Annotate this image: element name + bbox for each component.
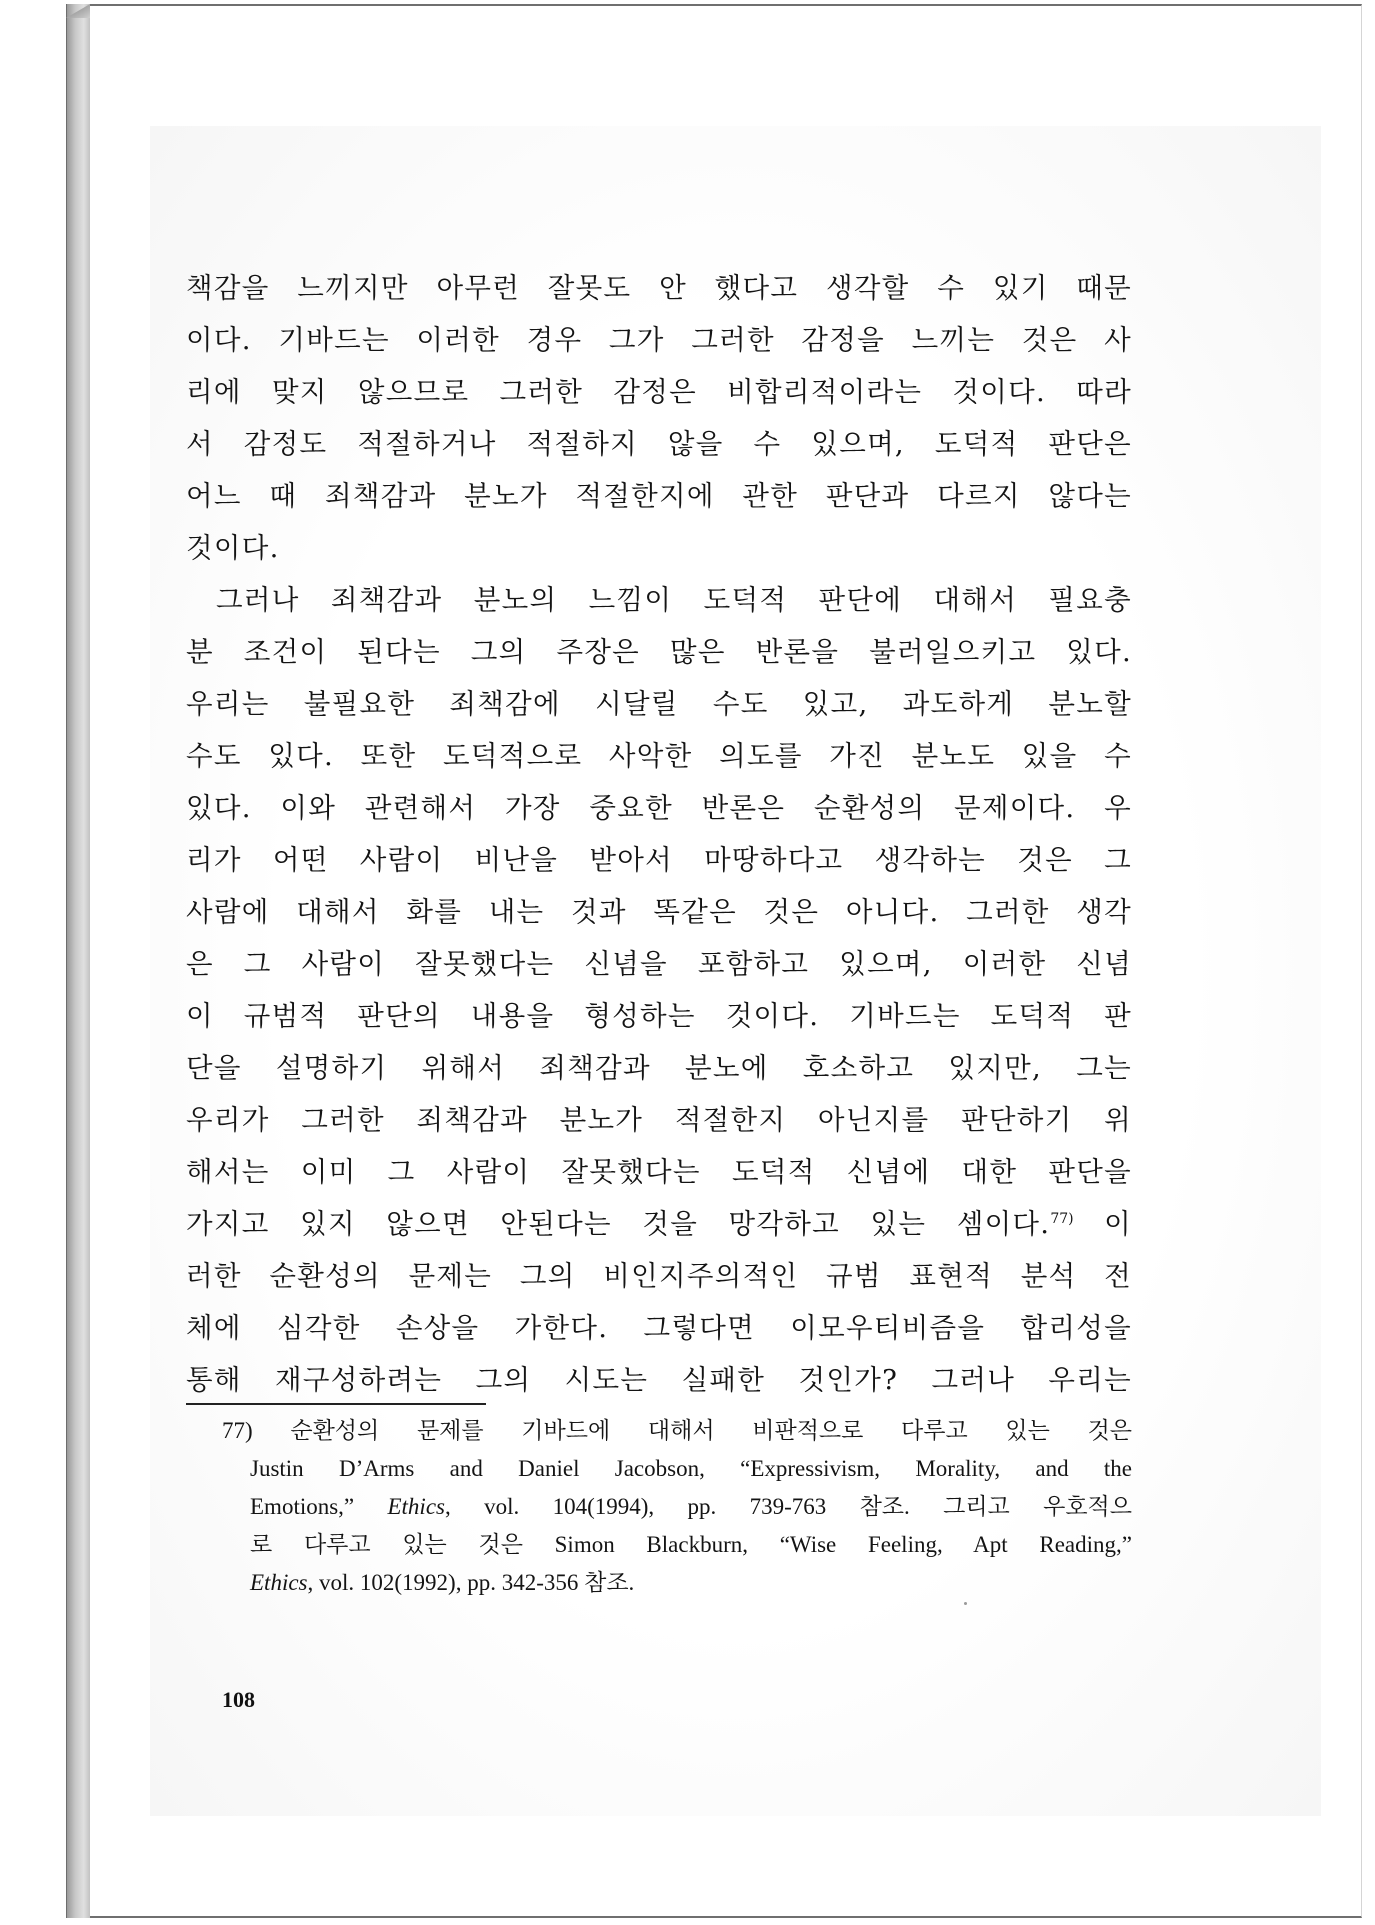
text-line: 수도 있다. 또한 도덕적으로 사악한 의도를 가진 분노도 있을 수 [186, 740, 1132, 772]
text-line-with-footnote-ref [186, 1198, 1132, 1250]
text-line: 그러나 죄책감과 분노의 느낌이 도덕적 판단에 대해서 필요충 [216, 584, 1132, 616]
footnote-text: , vol. 102(1992), pp. 342-356 참조. [307, 1570, 635, 1595]
text-line: 책감을 느끼지만 아무런 잘못도 안 했다고 생각할 수 있기 때문 [186, 272, 1132, 304]
paragraph-2 [186, 574, 1132, 1406]
book-spine-edge [66, 4, 91, 1918]
text-line: 우리가 그러한 죄책감과 분노가 적절한지 아닌지를 판단하기 위 [186, 1104, 1132, 1136]
text-line: 이다. 기바드는 이러한 경우 그가 그러한 감정을 느끼는 것은 사 [186, 324, 1132, 356]
footnote-line [186, 1564, 1132, 1602]
text-segment: 가지고 있지 않으면 안된다는 것을 망각하고 있는 셈이다. [186, 1208, 1051, 1240]
page-number: 108 [222, 1687, 255, 1712]
footnote-text: Emotions,” [250, 1494, 388, 1519]
body-text [186, 262, 1132, 1406]
footnote-line: Justin D’Arms and Daniel Jacobson, “Expressivism, Morality, and the [250, 1456, 1132, 1481]
text-line: 러한 순환성의 문제는 그의 비인지주의적인 규범 표현적 분석 전 [186, 1260, 1132, 1292]
footnote-line [186, 1488, 1132, 1526]
footnote-reference[interactable]: 77) [1050, 1210, 1074, 1227]
text-line: 이 규범적 판단의 내용을 형성하는 것이다. 기바드는 도덕적 판 [186, 1000, 1132, 1032]
text-segment: 이 [1073, 1208, 1132, 1240]
scan-speck [964, 1602, 967, 1605]
text-line: 서 감정도 적절하거나 적절하지 않을 수 있으며, 도덕적 판단은 [186, 428, 1132, 460]
footnote-line: 77) 순환성의 문제를 기바드에 대해서 비판적으로 다루고 있는 것은 [222, 1418, 1132, 1443]
text-line: 어느 때 죄책감과 분노가 적절한지에 관한 판단과 다르지 않다는 [186, 480, 1132, 512]
text-line: 것이다. [186, 532, 280, 564]
paragraph-1 [186, 262, 1132, 574]
footnote-77 [186, 1412, 1132, 1602]
footnote-line: 로 다루고 있는 것은 Simon Blackburn, “Wise Feeling, Apt Reading,” [250, 1532, 1132, 1557]
text-line: 리가 어떤 사람이 비난을 받아서 마땅하다고 생각하는 것은 그 [186, 844, 1132, 876]
text-line: 통해 재구성하려는 그의 시도는 실패한 것인가? 그러나 우리는 [186, 1364, 1132, 1396]
text-line: 우리는 불필요한 죄책감에 시달릴 수도 있고, 과도하게 분노할 [186, 688, 1132, 720]
text-line: 해서는 이미 그 사람이 잘못했다는 도덕적 신념에 대한 판단을 [186, 1156, 1132, 1188]
text-line: 체에 심각한 손상을 가한다. 그렇다면 이모우티비즘을 합리성을 [186, 1312, 1132, 1344]
journal-title: Ethics [387, 1494, 445, 1519]
journal-title: Ethics [250, 1570, 308, 1595]
text-line: 있다. 이와 관련해서 가장 중요한 반론은 순환성의 문제이다. 우 [186, 792, 1132, 824]
text-line: 사람에 대해서 화를 내는 것과 똑같은 것은 아니다. 그러한 생각 [186, 896, 1132, 928]
footnote-divider [186, 1403, 486, 1405]
text-line: 분 조건이 된다는 그의 주장은 많은 반론을 불러일으키고 있다. [186, 636, 1132, 668]
text-line: 리에 맞지 않으므로 그러한 감정은 비합리적이라는 것이다. 따라 [186, 376, 1132, 408]
text-line: 은 그 사람이 잘못했다는 신념을 포함하고 있으며, 이러한 신념 [186, 948, 1132, 980]
text-line: 단을 설명하기 위해서 죄책감과 분노에 호소하고 있지만, 그는 [186, 1052, 1132, 1084]
footnote-text: , vol. 104(1994), pp. 739-763 참조. 그리고 우호적으 [444, 1494, 1132, 1519]
